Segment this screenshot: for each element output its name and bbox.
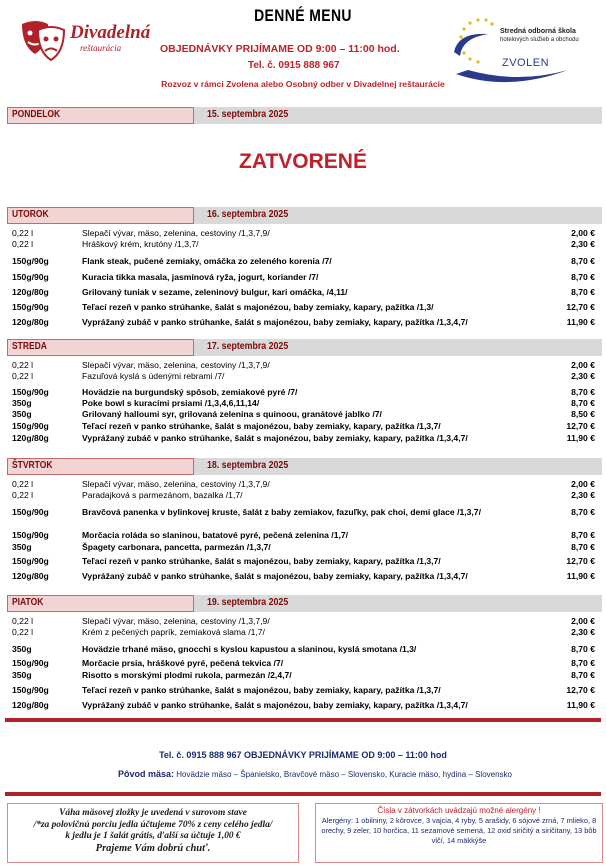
item-name: Špagety carbonara, pancetta, parmezán /1,3,7/ <box>82 542 271 552</box>
item-price: 2,00 € <box>571 360 595 370</box>
school-logo <box>448 12 596 90</box>
item-name: Hráškový krém, krutóny /1,3,7/ <box>82 239 199 249</box>
item-name: Slepačí vývar, mäso, zelenina, cestoviny /1,3,7,9/ <box>82 228 270 238</box>
note-line: k jedlu je 1 šalát grátis, ďalší sa účtuje 1,00 € <box>65 831 241 841</box>
item-name: Risotto s morskými plodmi rukola, parmezán /2,4,7/ <box>82 670 292 680</box>
school-emblem-icon <box>448 12 596 90</box>
day-header-wednesday <box>7 339 602 356</box>
item-weight: 150g/90g <box>12 256 49 266</box>
item-name: Morčacia roláda so slaninou, batatové pyré, pečená zelenina /1,7/ <box>82 530 349 540</box>
school-name: Stredná odborná škola <box>500 28 576 35</box>
day-name: ŠTVRTOK <box>12 460 53 471</box>
item-price: 11,90 € <box>566 571 595 581</box>
item-price: 12,70 € <box>566 421 595 431</box>
phone-number: Tel. č. 0915 888 967 <box>248 60 340 71</box>
item-price: 12,70 € <box>566 556 595 566</box>
allergen-box <box>315 803 603 863</box>
day-date: 19. septembra 2025 <box>207 597 289 608</box>
item-name: Vyprážaný zubáč v panko strúhanke, šalát s majonézou, baby zemiaky, kapary, pažítka /1,3,4,7/ <box>82 700 468 710</box>
day-name: PONDELOK <box>12 109 61 120</box>
allergen-list: Alergény: 1 obilniny, 2 kôrovce, 3 vajcia, 4 ryby, 5 arašidy, 6 sójové zrná, 7 mlieko, 8 orechy, 9 zeler, 10 horčica, 11 sezamové semená, 12 oxid siričitý a siričitany, 13 bôb vlčí, 14 mäkkýše <box>321 816 597 845</box>
item-weight: 120g/80g <box>12 317 49 327</box>
delivery-note: Rozvoz v rámci Zvolena alebo Osobný odber v Divadelnej reštaurácie <box>161 79 445 89</box>
divider-line <box>5 718 601 722</box>
item-weight: 150g/90g <box>12 302 49 312</box>
item-price: 12,70 € <box>566 685 595 695</box>
note-line: Váha mäsovej zložky je uvedená v surovom stave <box>59 808 247 818</box>
school-city: ZVOLEN <box>502 57 550 69</box>
item-price: 8,70 € <box>571 542 595 552</box>
day-header-monday <box>7 107 602 124</box>
item-weight: 350g <box>12 398 32 408</box>
item-price: 8,70 € <box>571 670 595 680</box>
item-price: 11,90 € <box>566 317 595 327</box>
item-weight: 150g/90g <box>12 421 49 431</box>
item-price: 2,30 € <box>571 627 595 637</box>
item-weight: 120g/80g <box>12 700 49 710</box>
item-weight: 150g/90g <box>12 387 49 397</box>
item-name: Fazuľová kyslá s údenými rebrami /7/ <box>82 371 225 381</box>
item-weight: 150g/90g <box>12 507 49 517</box>
item-name: Poke bowl s kuracími prsiami /1,3,4,6,11,14/ <box>82 398 260 408</box>
item-price: 2,30 € <box>571 239 595 249</box>
item-weight: 0,22 l <box>12 371 34 381</box>
item-weight: 120g/80g <box>12 571 49 581</box>
item-weight: 120g/80g <box>12 433 49 443</box>
item-weight: 350g <box>12 644 32 654</box>
item-weight: 0,22 l <box>12 228 34 238</box>
item-name: Grilovaný tuniak v sezame, zeleninový bulgur, kari omáčka, /4,11/ <box>82 287 348 297</box>
item-name: Teľací rezeň v panko strúhanke, šalát s majonézou, baby zemiaky, kapary, pažítka /1,3/ <box>82 302 434 312</box>
item-weight: 0,22 l <box>12 360 34 370</box>
item-price: 8,70 € <box>571 507 595 517</box>
item-name: Bravčová panenka v bylinkovej kruste, šalát z baby zemiakov, fazuľky, pak choi, demi glace /1,3,7/ <box>82 507 481 517</box>
logo-brand-text: Divadelná <box>70 22 151 43</box>
item-price: 8,70 € <box>571 398 595 408</box>
page-title: DENNÉ MENU <box>254 6 352 25</box>
item-weight: 120g/80g <box>12 287 49 297</box>
item-name: Kuracia tikka masala, jasmínová ryža, jogurt, koriander /7/ <box>82 272 319 282</box>
day-date: 16. septembra 2025 <box>207 209 289 220</box>
item-name: Slepačí vývar, mäso, zelenina, cestoviny /1,3,7,9/ <box>82 360 270 370</box>
item-name: Krém z pečených paprík, zemiaková slama /1,7/ <box>82 627 265 637</box>
item-price: 8,70 € <box>571 387 595 397</box>
item-price: 12,70 € <box>566 302 595 312</box>
item-name: Teľací rezeň v panko strúhanke, šalát s majonézou, baby zemiaky, kapary, pažítka /1,3,7/ <box>82 421 441 431</box>
item-weight: 150g/90g <box>12 272 49 282</box>
item-weight: 0,22 l <box>12 627 34 637</box>
item-price: 2,00 € <box>571 616 595 626</box>
item-name: Morčacie prsia, hráškové pyré, pečená tekvica /7/ <box>82 658 284 668</box>
item-price: 11,90 € <box>566 433 595 443</box>
item-weight: 350g <box>12 670 32 680</box>
item-name: Teľací rezeň v panko strúhanke, šalát s majonézou, baby zemiaky, kapary, pažítka /1,3,7/ <box>82 685 441 695</box>
day-header-thursday <box>7 458 602 475</box>
allergen-heading: Čísla v zátvorkách uvádzajú možné alergény ! <box>377 806 541 815</box>
logo-sub-text: reštaurácia <box>80 43 122 53</box>
closed-notice: ZATVORENÉ <box>239 150 367 173</box>
item-weight: 150g/90g <box>12 556 49 566</box>
item-price: 8,70 € <box>571 256 595 266</box>
item-price: 8,70 € <box>571 287 595 297</box>
item-weight: 0,22 l <box>12 616 34 626</box>
item-price: 2,00 € <box>571 479 595 489</box>
day-date: 18. septembra 2025 <box>207 460 289 471</box>
note-line: Prajeme Vám dobrú chuť. <box>95 842 211 854</box>
day-header-friday <box>7 595 602 612</box>
item-weight: 150g/90g <box>12 658 49 668</box>
item-weight: 0,22 l <box>12 490 34 500</box>
item-name: Grilovaný halloumi syr, grilovaná zelenina s quinoou, granátové jablko /7/ <box>82 409 382 419</box>
meat-origin <box>118 769 512 779</box>
item-price: 8,50 € <box>571 409 595 419</box>
item-name: Vyprážaný zubáč v panko strúhanke, šalát s majonézou, baby zemiaky, kapary, pažítka /1,3,4,7/ <box>82 317 468 327</box>
day-date: 15. septembra 2025 <box>207 109 289 120</box>
item-weight: 350g <box>12 542 32 552</box>
item-name: Hovädzie na burgundský spôsob, zemiakové pyré /7/ <box>82 387 298 397</box>
item-price: 8,70 € <box>571 644 595 654</box>
item-name: Slepačí vývar, mäso, zelenina, cestoviny /1,3,7,9/ <box>82 616 270 626</box>
day-header-tuesday <box>7 207 602 224</box>
day-date: 17. septembra 2025 <box>207 341 289 352</box>
item-price: 2,30 € <box>571 371 595 381</box>
item-name: Slepačí vývar, mäso, zelenina, cestoviny /1,3,7,9/ <box>82 479 270 489</box>
item-name: Teľací rezeň v panko strúhanke, šalát s majonézou, baby zemiaky, kapary, pažítka /1,3,7/ <box>82 556 441 566</box>
item-price: 8,70 € <box>571 658 595 668</box>
item-weight: 150g/90g <box>12 685 49 695</box>
item-price: 11,90 € <box>566 700 595 710</box>
order-hours: OBJEDNÁVKY PRIJÍMAME OD 9:00 – 11:00 hod. <box>160 43 400 55</box>
day-name: STREDA <box>12 341 47 352</box>
item-weight: 0,22 l <box>12 239 34 249</box>
footer-phone: Tel. č. 0915 888 967 OBJEDNÁVKY PRIJÍMAME OD 9:00 – 11:00 hod <box>159 750 447 760</box>
item-price: 2,30 € <box>571 490 595 500</box>
item-price: 8,70 € <box>571 272 595 282</box>
item-price: 8,70 € <box>571 530 595 540</box>
meat-origin-label: Pôvod mäsa: <box>118 769 175 779</box>
meat-origin-text: Hovädzie mäso – Španielsko, Bravčové mäso – Slovensko, Kuracie mäso, hydina – Slovensko <box>176 770 512 779</box>
item-name: Vyprážaný zubáč v panko strúhanke, šalát s majonézou, baby zemiaky, kapary, pažítka /1,3,4,7/ <box>82 571 468 581</box>
item-name: Flank steak, pučené zemiaky, omáčka zo zeleného korenia /7/ <box>82 256 332 266</box>
day-name: UTOROK <box>12 209 49 220</box>
item-name: Paradajková s parmezánom, bazalka /1,7/ <box>82 490 243 500</box>
item-weight: 0,22 l <box>12 479 34 489</box>
item-name: Hovädzie trhané mäso, gnocchi s kyslou kapustou a slaninou, kyslá smotana /1,3/ <box>82 644 417 654</box>
school-subtitle: hotelových služieb a obchodu <box>500 37 579 43</box>
day-name: PIATOK <box>12 597 44 608</box>
item-price: 2,00 € <box>571 228 595 238</box>
note-line: /*za polovičnú porciu jedla účtujeme 70% z ceny celého jedla/ <box>33 819 273 830</box>
item-name: Vyprážaný zubáč v panko strúhanke, šalát s majonézou, baby zemiaky, kapary, pažítka /1,3,4,7/ <box>82 433 468 443</box>
pricing-note-box <box>7 803 299 863</box>
item-weight: 150g/90g <box>12 530 49 540</box>
item-weight: 350g <box>12 409 32 419</box>
divider-line <box>5 792 601 796</box>
